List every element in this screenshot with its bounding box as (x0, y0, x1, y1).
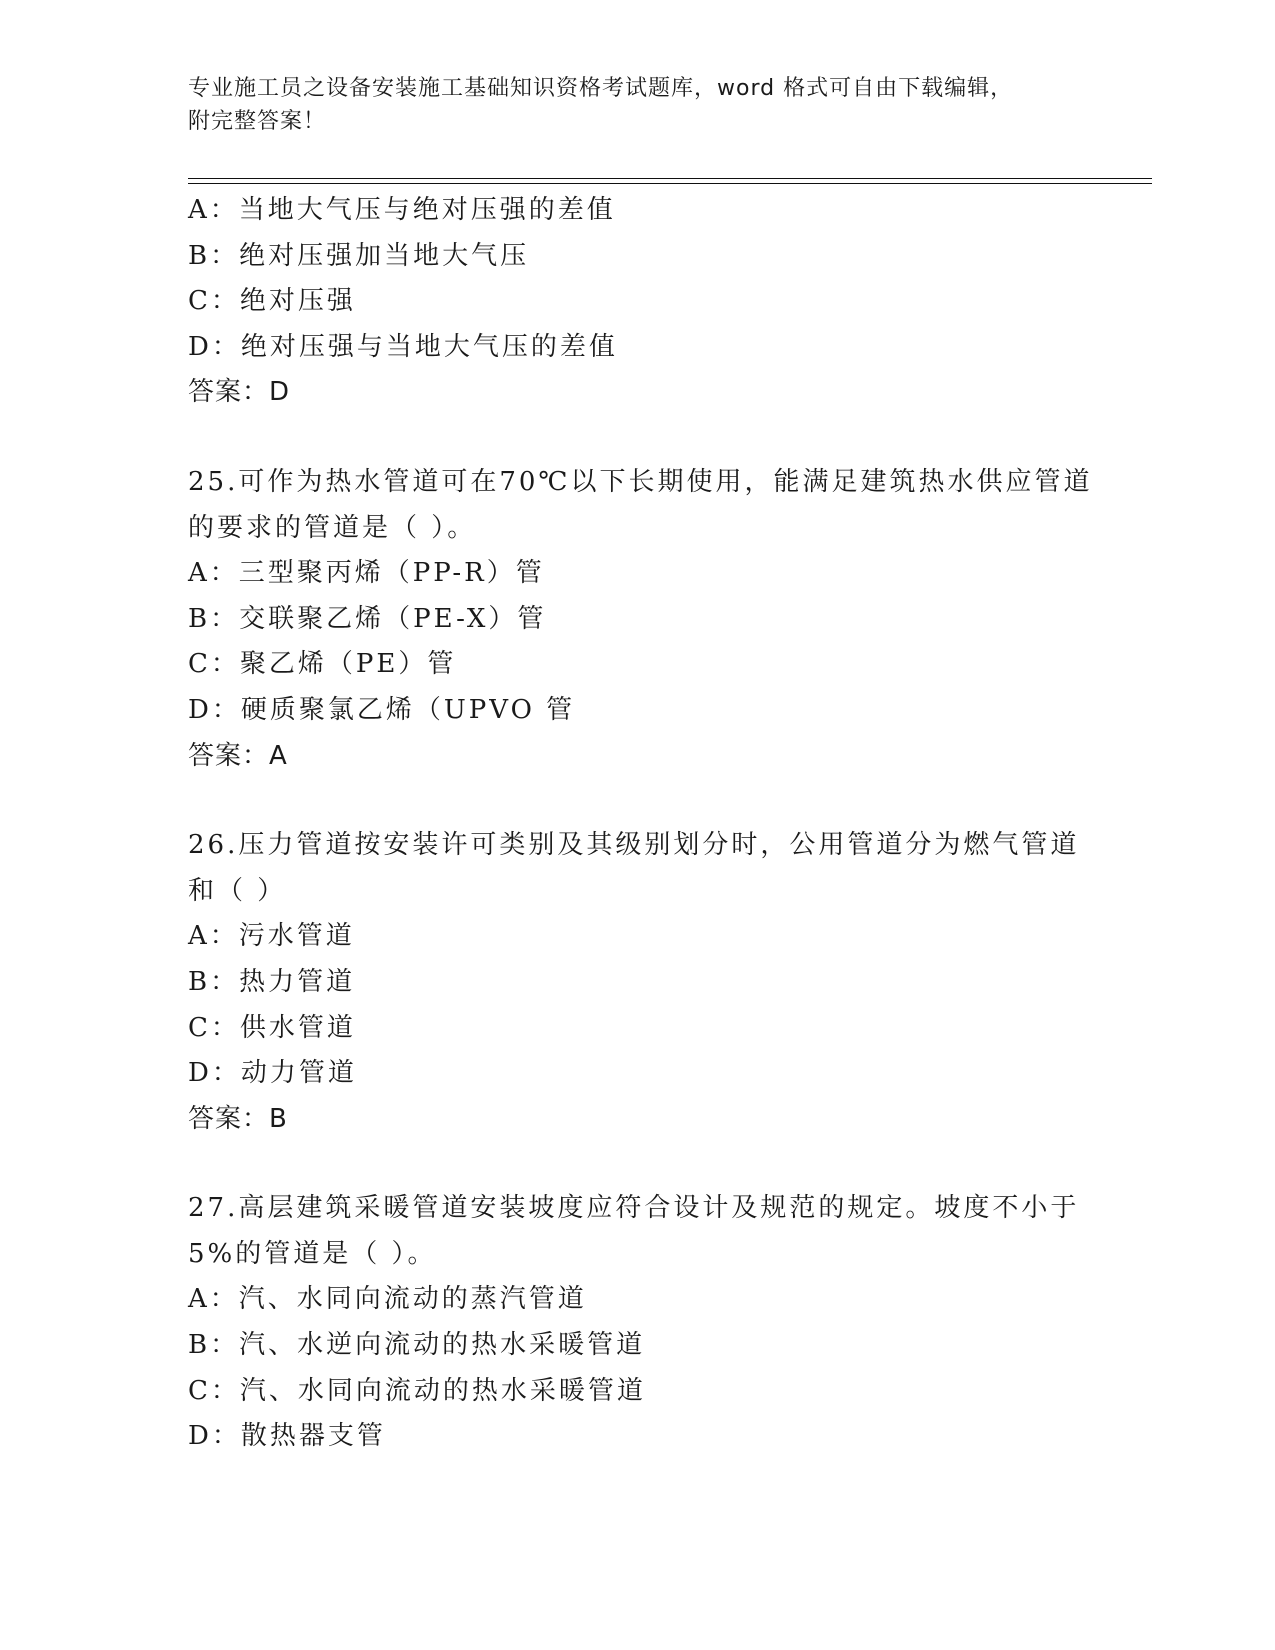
option-a: A：三型聚丙烯（PP-R）管 (188, 558, 545, 589)
block-gap (188, 779, 1088, 823)
answer-line: 答案：D (188, 377, 291, 408)
answer-line: 答案：A (188, 740, 288, 771)
question-text-line-1: 26.压力管道按安装许可类别及其级别划分时，公用管道分为燃气管道 (188, 830, 1080, 861)
option-d: D：动力管道 (188, 1058, 357, 1089)
option-c: C：聚乙烯（PE）管 (188, 649, 457, 680)
question-block (188, 188, 1088, 416)
option-c: C：汽、水同向流动的热水采暖管道 (188, 1375, 646, 1406)
block-gap (188, 1142, 1088, 1186)
question-block (188, 823, 1088, 1142)
question-list (188, 188, 1093, 1460)
question-text-line-1: 25.可作为热水管道可在70℃以下长期使用，能满足建筑热水供应管道 (188, 466, 1093, 497)
answer-line: 答案：B (188, 1103, 288, 1134)
question-text-line-2: 5%的管道是（ ）。 (188, 1238, 437, 1269)
question-text-line-1: 27.高层建筑采暖管道安装坡度应符合设计及规范的规定。坡度不小于 (188, 1193, 1080, 1224)
question-text-line-2: 和（ ） (188, 875, 287, 906)
option-d: D：绝对压强与当地大气压的差值 (188, 331, 618, 362)
question-block (188, 1186, 1088, 1460)
question-block (188, 460, 1093, 779)
option-d: D：硬质聚氯乙烯（UPVO 管 (188, 694, 576, 725)
block-gap (188, 416, 1088, 460)
option-b: B：交联聚乙烯（PE-X）管 (188, 603, 547, 634)
header-line-2: 附完整答案！ (188, 109, 327, 134)
option-b: B：汽、水逆向流动的热水采暖管道 (188, 1330, 646, 1361)
option-c: C：供水管道 (188, 1012, 356, 1043)
question-text-line-2: 的要求的管道是（ ）。 (188, 512, 477, 543)
option-a: A：污水管道 (188, 921, 355, 952)
option-d: D：散热器支管 (188, 1421, 386, 1452)
header-line-1: 专业施工员之设备安装施工基础知识资格考试题库，word 格式可自由下载编辑， (188, 76, 1014, 101)
option-b: B：热力管道 (188, 966, 356, 997)
header-rule-bottom (188, 183, 1152, 184)
option-b: B：绝对压强加当地大气压 (188, 240, 530, 271)
document-header (188, 72, 1088, 138)
option-a: A：汽、水同向流动的蒸汽管道 (188, 1284, 587, 1315)
header-rule-top (188, 178, 1152, 179)
option-a: A：当地大气压与绝对压强的差值 (188, 195, 616, 225)
option-c: C：绝对压强 (188, 286, 356, 317)
